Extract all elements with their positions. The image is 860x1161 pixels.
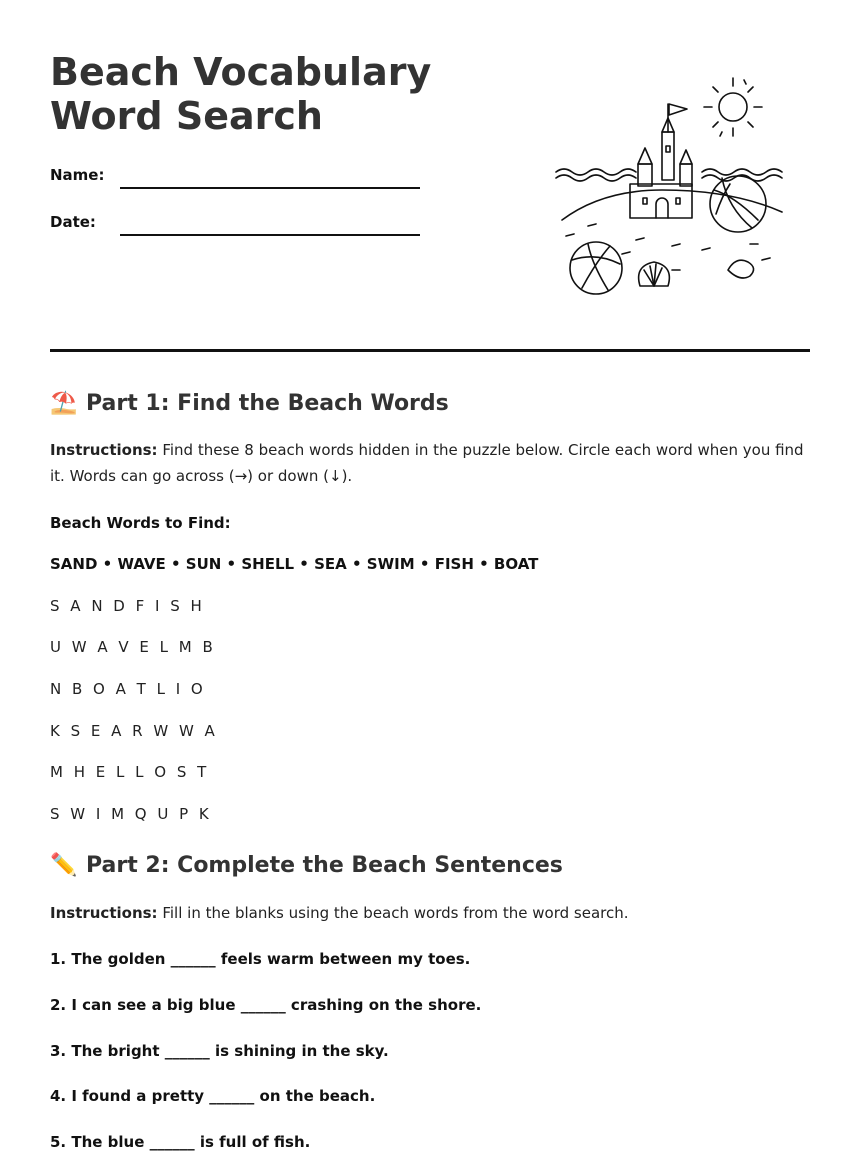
small-shell-icon xyxy=(728,260,754,278)
name-label: Name: xyxy=(50,166,105,184)
words-heading: Beach Words to Find: xyxy=(50,514,231,532)
grid-row: S A N D F I S H xyxy=(50,597,205,615)
pencil-icon: ✏️ xyxy=(50,853,78,878)
sentence-item: 4. I found a pretty ______ on the beach. xyxy=(50,1087,376,1105)
words-list: SAND • WAVE • SUN • SHELL • SEA • SWIM • FISH • BOAT xyxy=(50,555,539,573)
grid-row: N B O A T L I O xyxy=(50,680,206,698)
grid-row: K S E A R W W A xyxy=(50,722,218,740)
sand-dune xyxy=(562,190,782,220)
date-label: Date: xyxy=(50,213,96,231)
part2-instructions-text: Fill in the blanks using the beach words from the word search. xyxy=(162,904,629,922)
part1-heading xyxy=(50,390,449,418)
part2-instructions xyxy=(50,900,810,926)
sentence-item: 2. I can see a big blue ______ crashing on the shore. xyxy=(50,996,482,1014)
part1-instructions-text: Find these 8 beach words hidden in the puzzle below. Circle each word when you find it. Words can go across (→) or down (↓). xyxy=(50,441,804,485)
sun-icon xyxy=(704,78,762,136)
name-field-line[interactable] xyxy=(120,187,420,189)
sandcastle-icon xyxy=(630,104,692,218)
part1-heading-text: Part 1: Find the Beach Words xyxy=(86,391,449,416)
part1-instructions-lead: Instructions: xyxy=(50,441,158,459)
date-field-line[interactable] xyxy=(120,234,420,236)
sentence-item: 1. The golden ______ feels warm between my toes. xyxy=(50,950,471,968)
part2-heading xyxy=(50,852,563,880)
section-divider xyxy=(50,349,810,352)
part1-instructions xyxy=(50,437,810,489)
beach-umbrella-icon: ⛱️ xyxy=(50,391,78,416)
part2-heading-text: Part 2: Complete the Beach Sentences xyxy=(86,853,563,878)
grid-row: S W I M Q U P K xyxy=(50,805,212,823)
grid-row: U W A V E L M B xyxy=(50,638,216,656)
seashell-icon xyxy=(639,262,670,286)
grid-row: M H E L L O S T xyxy=(50,763,210,781)
part2-instructions-lead: Instructions: xyxy=(50,904,158,922)
sentence-item: 5. The blue ______ is full of fish. xyxy=(50,1133,311,1151)
beach-ball-small-icon xyxy=(570,242,622,294)
beach-illustration xyxy=(552,74,788,300)
beach-ball-large-icon xyxy=(710,176,766,232)
sentence-item: 3. The bright ______ is shining in the sky. xyxy=(50,1042,389,1060)
page-title: Beach Vocabulary Word Search xyxy=(50,50,432,138)
